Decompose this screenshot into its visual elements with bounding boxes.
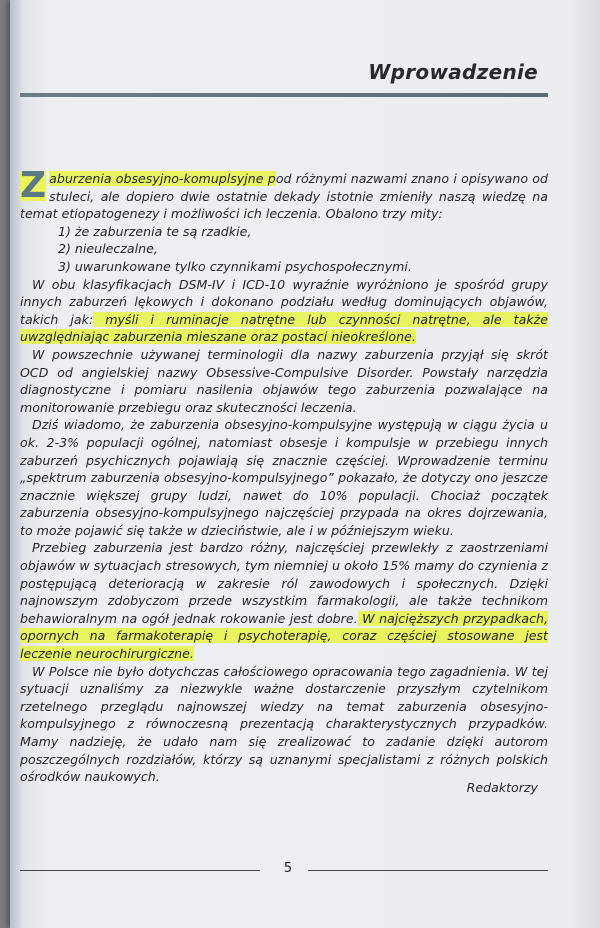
footer-rule-right [308, 870, 548, 871]
highlighted-text: myśli i ruminacje natrętne lub czynności natrętne, ale także uwzględniając zaburzenia mieszane oraz postaci nieokreślone. [20, 311, 548, 345]
paragraph-text: W obu klasyfikacjach DSM-IV i ICD-10 wyraźnie wyróżniono je spośród grupy innych zaburzeń lękowych i dokonano podziału według dominujących objawów, takich jak: [20, 276, 548, 327]
highlighted-text: aburzenia obsesyjno-komuplsyjne p [49, 171, 276, 186]
page-number: 5 [283, 861, 293, 876]
title-rule [20, 93, 548, 97]
paragraph-intro [20, 165, 549, 223]
myths-list [20, 223, 548, 276]
highlighted-text: W najcięższych przypadkach, opornych na farmakoterapię i psychoterapię, coraz częściej stosowane jest leczenie neurochirurgiczne. [20, 610, 548, 662]
body-text [20, 165, 549, 786]
paragraph-course [20, 539, 548, 662]
list-item: 3) uwarunkowane tylko czynnikami psychospołecznymi. [58, 258, 412, 274]
paragraph-polish-context: W Polsce nie było dotychczas całościowego opracowania tego zagadnienia. W tej sytuacji uznaliśmy za niezwykle ważne dostarczenie przyszłym czytelnikom rzetelnego przeglądu najnowszej wiedzy na temat zaburzenia obsesyjno-kompulsyjnego z równoczesną prezentacją charakterystycznych przypadków. Mamy nadzieję, że udało nam się zrealizować to zadanie dzięki autorom poszczególnych rozdziałów, którzy są uznanymi specjalistami z różnych polskich ośrodków naukowych. [20, 663, 548, 785]
paragraph-text: Przebieg zaburzenia jest bardzo różny, najczęściej przewlekły z zaostrzeniami objawów w sytuacjach stresowych, tym niemniej u około 15% mamy do czynienia z postępującą deterioracją w zakresie ról zawodowych i społecznych. Dzięki najnowszym zdobyczom przede wszystkim farmakologii, ale także technikom behawioralnym na ogół jednak rokowanie jest dobre. [20, 540, 548, 626]
footer-rule-left [20, 870, 260, 871]
paragraph-terminology: W powszechnie używanej terminologii dla nazwy zaburzenia przyjął się skrót OCD od angielskiej nazwy Obsessive-Compulsive Disorder. Powstały narzędzia diagnostyczne i pomiaru nasilenia objawów tego zaburzenia pozwalające na monitorowanie przebiegu oraz skuteczności leczenia. [20, 346, 548, 415]
list-item: 1) że zaburzenia te są rzadkie, [58, 223, 252, 239]
book-page [10, 0, 600, 928]
intro-text: od różnymi nazwami znano i opisywano od stuleci, ale dopiero dwie ostatnie dekady istotnie zmieniły naszą wiedzę na temat etiopatogenezy i możliwości ich leczenia. Obalono trzy mity: [20, 171, 549, 222]
paragraph-prevalence: Dziś wiadomo, że zaburzenia obsesyjno-kompulsyjne występują w ciągu życia u ok. 2-3% populacji ogólnej, natomiast obsesje i kompulsje w przebiegu innych zaburzeń psychicznych pojawiają się znacznie częściej. Wprowadzenie terminu „spektrum zaburzenia obsesyjno-kompulsyjnego” pokazało, że dotyczy ono jeszcze znacznie większej grupy ludzi, nawet do 10% populacji. Chociaż początek zaburzenia obsesyjno-kompulsyjnego najczęściej przypada na okres dojrzewania, to może pojawić się także w dzieciństwie, ale i w późniejszym wieku. [20, 417, 548, 538]
signature: Redaktorzy [466, 780, 538, 795]
chapter-title: Wprowadzenie [368, 60, 538, 84]
list-item: 2) nieuleczalne, [58, 241, 158, 257]
drop-cap: Z [20, 165, 47, 206]
paragraph-classification [20, 276, 548, 346]
